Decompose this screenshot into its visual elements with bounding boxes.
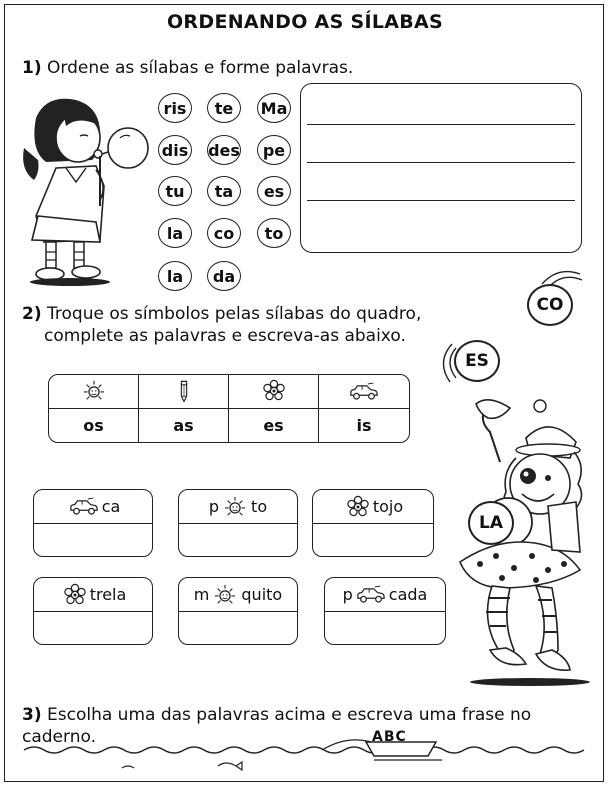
symbol-legend-table xyxy=(48,374,410,443)
syllable-circle: la xyxy=(158,261,192,291)
legend-syllable: es xyxy=(263,415,284,435)
car-icon xyxy=(69,497,99,516)
sea-boat-illustration xyxy=(22,728,586,778)
word-suffix: to xyxy=(251,497,268,516)
pencil-icon xyxy=(177,379,191,403)
legend-syllable: as xyxy=(173,415,194,435)
word-box[interactable] xyxy=(312,489,434,557)
word-box[interactable] xyxy=(178,577,298,645)
syllable-circle: da xyxy=(207,261,241,291)
boat-abc-label: ABC xyxy=(372,729,407,745)
balloon-la: LA xyxy=(468,501,514,545)
flower-icon xyxy=(262,379,286,403)
flower-icon xyxy=(63,583,87,607)
girl-bubble-illustration xyxy=(16,90,156,290)
legend-cell xyxy=(319,409,409,443)
syllable-circle: la xyxy=(158,218,192,248)
balloon-es: ES xyxy=(454,340,500,382)
legend-cell xyxy=(319,375,409,409)
answer-line xyxy=(307,124,575,125)
syllable-circle: te xyxy=(207,93,241,123)
syllable-circle: des xyxy=(207,135,241,165)
car-icon xyxy=(349,382,379,401)
word-puzzle xyxy=(313,490,433,524)
q3-number: 3) xyxy=(22,705,42,725)
syllable-circle: to xyxy=(257,218,291,248)
sun-icon xyxy=(222,496,248,518)
syllable-circle: pe xyxy=(257,135,291,165)
legend-cell xyxy=(49,409,139,443)
syllable-circle: tu xyxy=(158,176,192,206)
clown-illustration xyxy=(440,392,590,692)
word-puzzle xyxy=(325,578,445,612)
flower-icon xyxy=(346,495,370,519)
word-suffix: trela xyxy=(89,585,127,604)
legend-cell xyxy=(49,375,139,409)
q2-instruction-line2: complete as palavras e escreva-as abaixo. xyxy=(44,326,406,346)
q1-text: Ordene as sílabas e forme palavras. xyxy=(47,58,354,78)
answer-line xyxy=(307,162,575,163)
legend-cell xyxy=(229,375,319,409)
page-title: ORDENANDO AS SÍLABAS xyxy=(166,11,444,33)
q2-instruction xyxy=(22,303,421,325)
q2-number: 2) xyxy=(22,304,42,324)
q1-instruction xyxy=(22,57,353,79)
word-prefix: p xyxy=(342,585,353,604)
word-box[interactable] xyxy=(33,577,153,645)
word-prefix: m xyxy=(193,585,210,604)
legend-cell xyxy=(139,409,229,443)
word-puzzle xyxy=(179,490,297,524)
q3-text: Escolha uma das palavras acima e escreva uma frase no caderno. xyxy=(22,705,532,747)
word-box[interactable] xyxy=(178,489,298,557)
word-puzzle xyxy=(34,490,152,524)
word-suffix: tojo xyxy=(372,497,404,516)
legend-cell xyxy=(139,375,229,409)
legend-cell xyxy=(229,409,319,443)
car-icon xyxy=(356,585,386,604)
word-puzzle xyxy=(34,578,152,612)
word-suffix: cada xyxy=(388,585,428,604)
word-box[interactable] xyxy=(324,577,446,645)
sun-icon xyxy=(81,380,107,402)
q1-number: 1) xyxy=(22,58,42,78)
word-puzzle xyxy=(179,578,297,612)
word-suffix: quito xyxy=(241,585,283,604)
answer-line xyxy=(307,200,575,201)
legend-syllable: os xyxy=(83,415,104,435)
balloon-co: CO xyxy=(527,284,573,326)
syllable-circle: ris xyxy=(158,93,192,123)
word-suffix: ca xyxy=(101,497,121,516)
legend-syllable: is xyxy=(356,415,372,435)
q1-answer-box[interactable] xyxy=(300,83,582,253)
q2-text-line1: Troque os símbolos pelas sílabas do quadro, xyxy=(47,304,422,324)
syllable-circle: Ma xyxy=(257,93,291,123)
syllable-circle: dis xyxy=(158,135,192,165)
syllable-circle: ta xyxy=(207,176,241,206)
syllable-circle: es xyxy=(257,176,291,206)
word-box[interactable] xyxy=(33,489,153,557)
syllable-circle: co xyxy=(207,218,241,248)
word-prefix: p xyxy=(208,497,220,516)
sun-icon xyxy=(212,584,238,606)
